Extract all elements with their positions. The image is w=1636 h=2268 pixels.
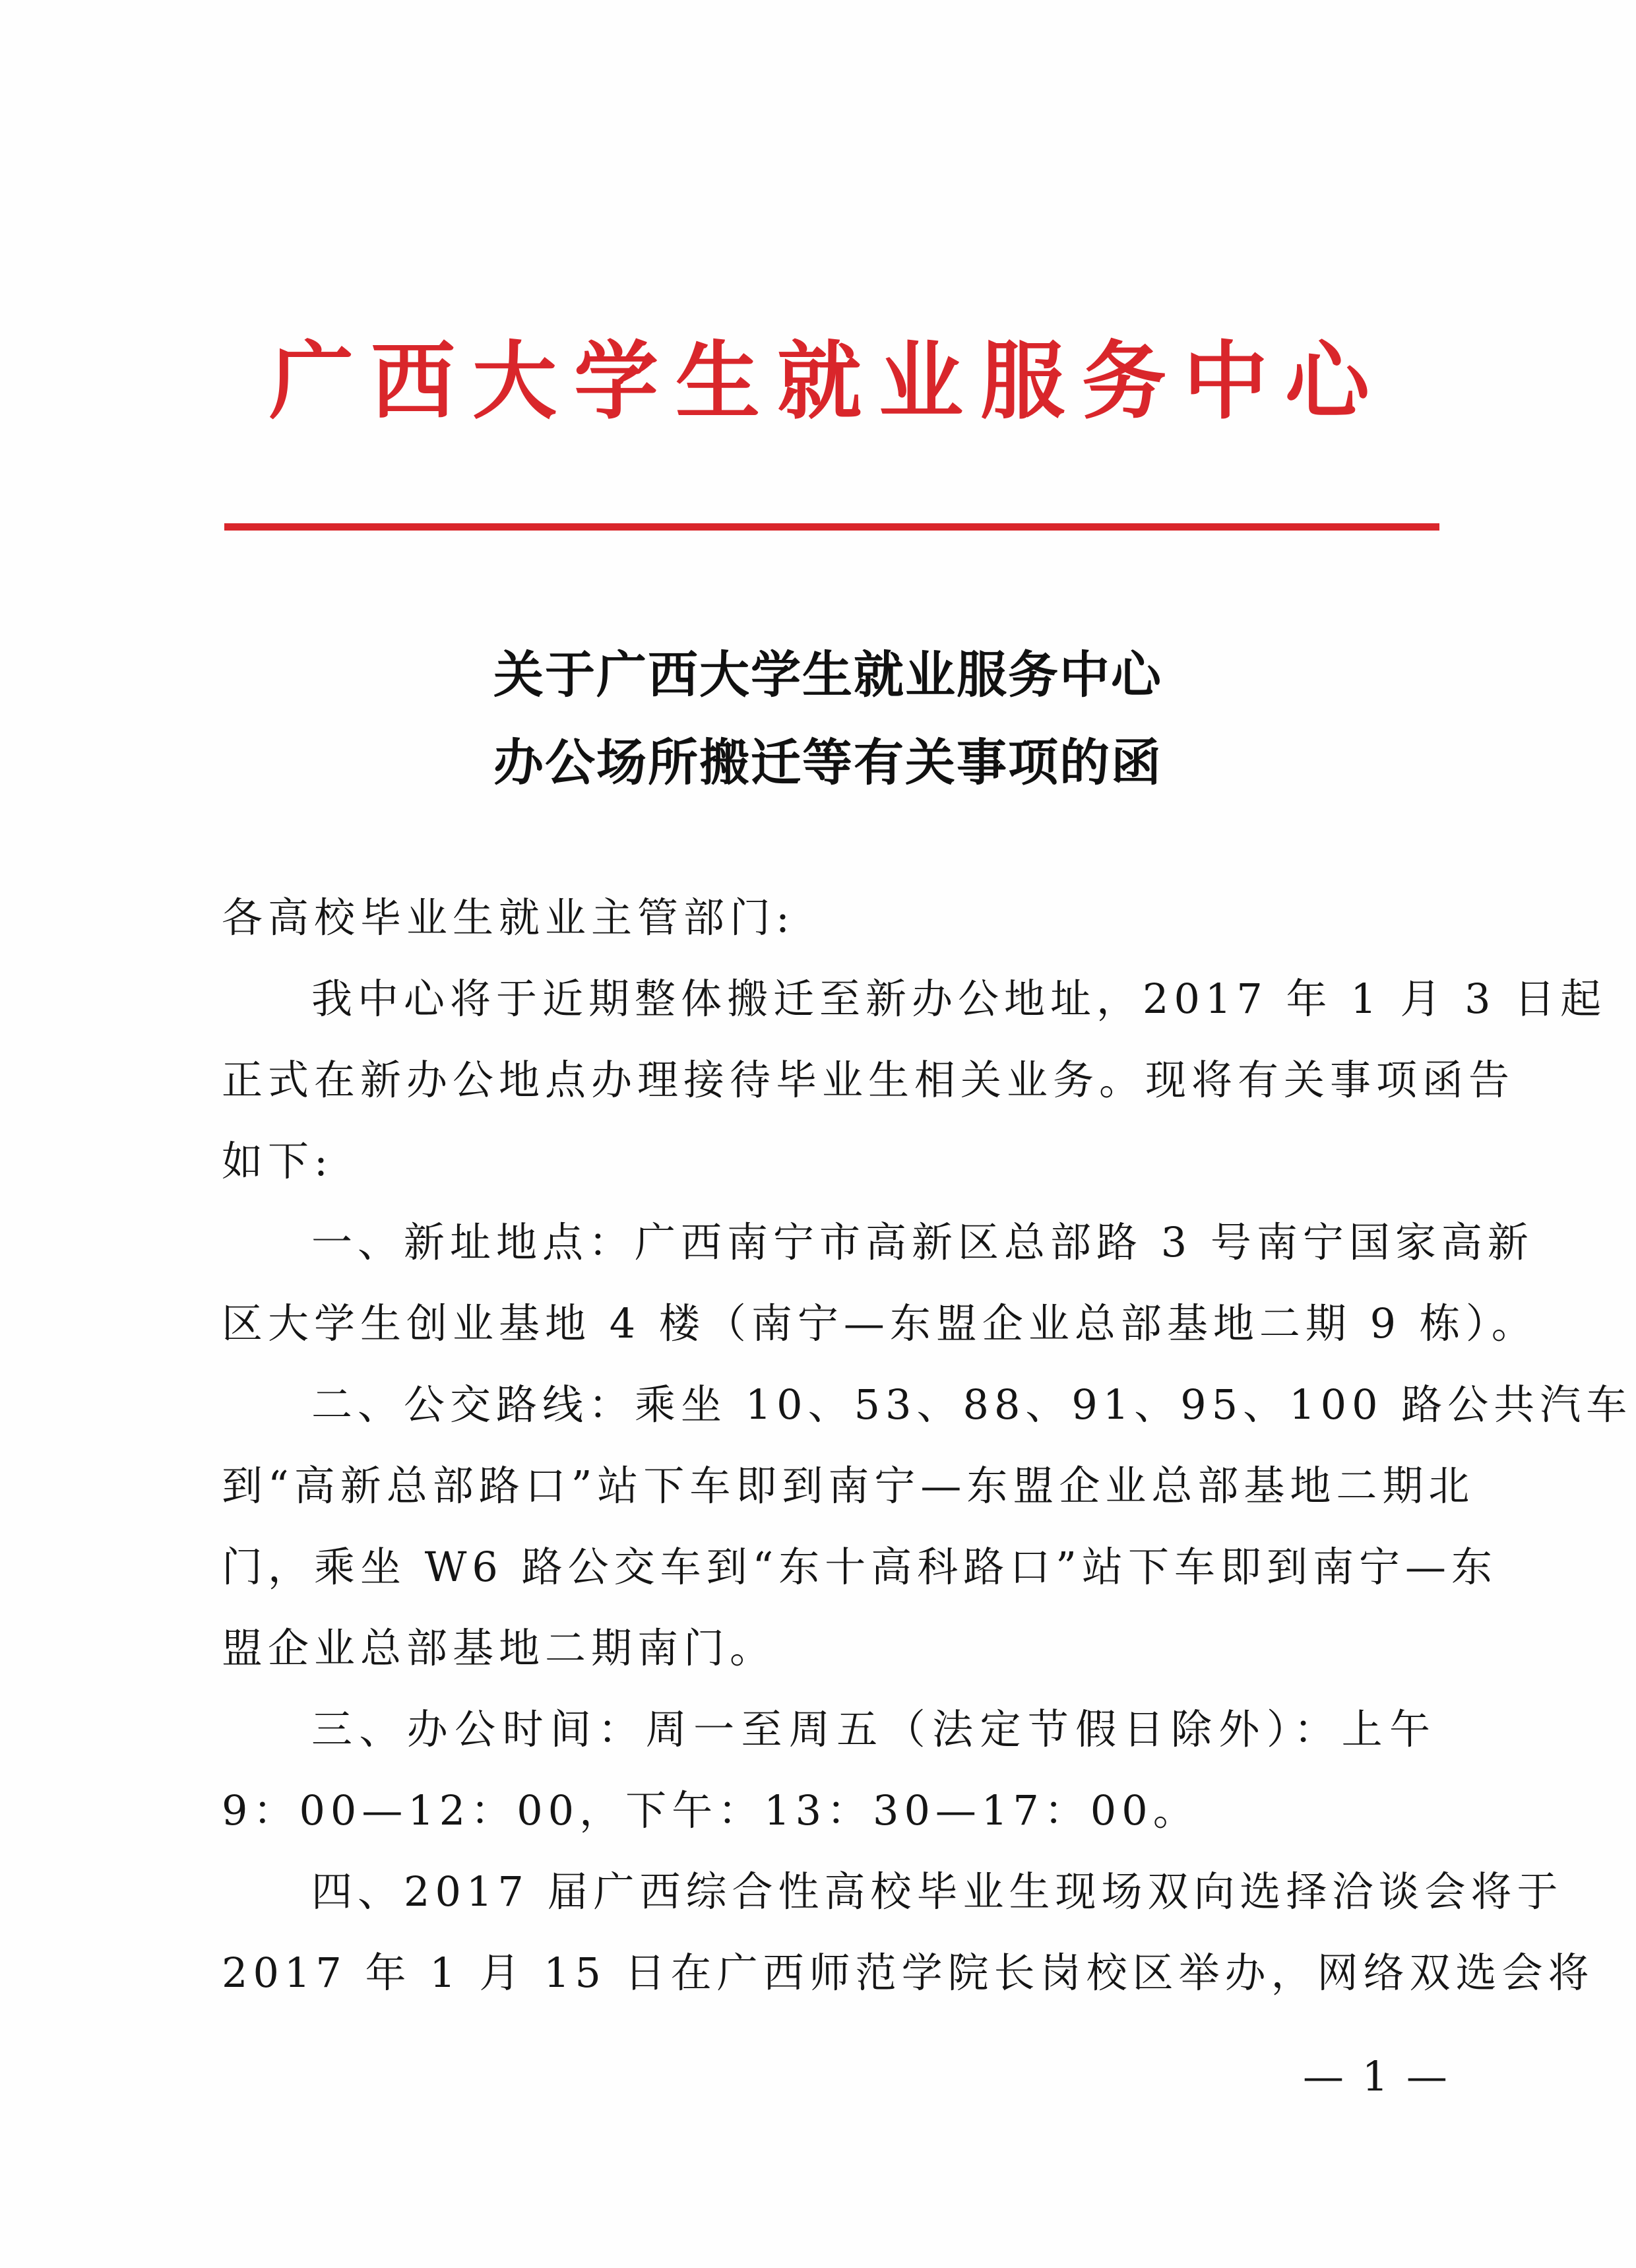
body-line: 2017 年 1 月 15 日在广西师范学院长岗校区举办，网络双选会将 [222,1949,1594,1997]
body-line: 三、办公时间：周一至周五（法定节假日除外）：上午 [311,1705,1435,1753]
body-line: 9：00—12：00，下午：13：30—17：00。 [222,1786,1199,1834]
body-line: 四、2017 届广西综合性高校毕业生现场双向选择洽谈会将于 [311,1867,1563,1916]
body-line: 盟企业总部基地二期南门。 [222,1624,776,1672]
document-title-line-1: 关于广西大学生就业服务中心 [493,645,1162,704]
body-line: 我中心将于近期整体搬迁至新办公地址，2017 年 1 月 3 日起 [311,975,1607,1023]
page-number: — 1 — [1303,2052,1450,2100]
letterhead-org-name: 广西大学生就业服务中心 [268,333,1387,431]
body-line: 到“高新总部路口”站下车即到南宁—东盟企业总部基地二期北 [222,1462,1475,1510]
body-line: 正式在新办公地点办理接待毕业生相关业务。现将有关事项函告 [222,1056,1515,1104]
salutation: 各高校毕业生就业主管部门: [222,893,795,942]
body-line: 二、公交路线：乘坐 10、53、88、91、95、100 路公共汽车 [311,1380,1633,1429]
document-title-line-2: 办公场所搬迁等有关事项的函 [493,733,1162,792]
body-line: 区大学生创业基地 4 楼（南宁—东盟企业总部基地二期 9 栋）。 [222,1299,1538,1347]
letterhead-red-rule [224,523,1439,531]
body-line: 如下: [222,1137,333,1185]
body-line: 门，乘坐 W6 路公交车到“东十高科路口”站下车即到南宁—东 [222,1543,1497,1591]
body-line: 一、新址地点：广西南宁市高新区总部路 3 号南宁国家高新 [311,1218,1534,1266]
document-body [222,893,1633,2034]
